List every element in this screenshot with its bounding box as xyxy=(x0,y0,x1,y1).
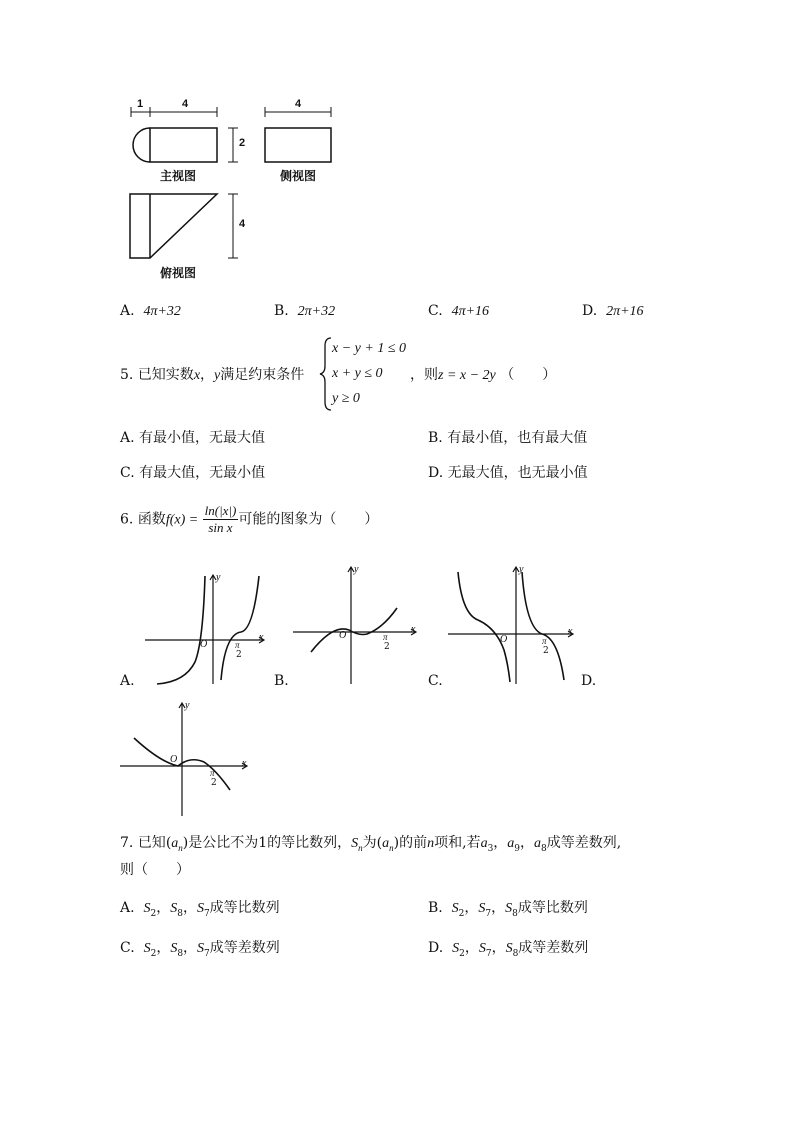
q5-constraint-2: x + y ≤ 0 xyxy=(332,366,383,381)
dim-1: 1 xyxy=(137,98,144,110)
q5-constraint-3: y ≥ 0 xyxy=(332,391,360,406)
q7-stem-line2: 则（ ） xyxy=(120,862,190,878)
q7-option-c[interactable]: C. $S_2$，$S_8$，$S_7$成等差数列 xyxy=(120,940,280,959)
graph-d-label[interactable]: D. xyxy=(581,673,597,689)
graph-b-label[interactable]: B. xyxy=(274,673,289,689)
q5-stem: 5. 已知实数x，y满足约束条件 xyxy=(120,367,305,383)
side-view-label: 侧视图 xyxy=(280,169,317,183)
front-view-label: 主视图 xyxy=(160,169,197,183)
graph-c-label[interactable]: C. xyxy=(428,673,443,689)
q6-fraction: $\frac{\ln(|x|)}{\text{sin x}}$ xyxy=(204,503,237,535)
q5-option-c[interactable]: C. 有最大值，无最小值 xyxy=(120,465,266,481)
graph-d[interactable]: y x O π 2 xyxy=(120,700,248,816)
dim-4-front: 4 xyxy=(182,98,189,110)
dim-4-side: 4 xyxy=(295,98,302,110)
q4-option-c[interactable]: C. 4π+16 xyxy=(428,303,490,319)
q5-constraint-1: x − y + 1 ≤ 0 xyxy=(332,341,407,356)
q4-option-a[interactable]: A. 4π+32 xyxy=(120,303,181,319)
graph-a[interactable]: y x O π 2 xyxy=(145,572,265,684)
q7-option-b[interactable]: B. $S_2$，$S_7$，$S_8$成等比数列 xyxy=(428,900,588,919)
q6-stem: 6. 函数f(x) = $\frac{\ln(|x|)}{\text{sin x}}$ 可能的图象为（ ） xyxy=(120,503,379,535)
q5-option-a[interactable]: A. 有最小值，无最大值 xyxy=(120,430,266,446)
top-view-label: 俯视图 xyxy=(160,266,197,280)
dim-4-top-view: 4 xyxy=(239,218,246,230)
q7-option-a[interactable]: A. $S_2$，$S_8$，$S_7$成等比数列 xyxy=(120,900,280,919)
graph-c[interactable]: y x O π 2 xyxy=(448,564,574,684)
three-view-figure xyxy=(120,100,350,285)
q7-stem-line1: 7. 已知$(a_n)$是公比不为1的等比数列，$S_n$为$(a_n)$的前n项和,若$a_3$，$a_9$，$a_8$成等差数列, xyxy=(120,835,622,854)
graph-b[interactable]: y x O π 2 xyxy=(293,564,417,684)
q7-option-d[interactable]: D. $S_2$，$S_7$，$S_8$成等差数列 xyxy=(428,940,589,959)
q5-option-d[interactable]: D. 无最大值，也无最小值 xyxy=(428,465,588,481)
q4-option-d[interactable]: D. 2π+16 xyxy=(582,303,644,319)
q5-option-b[interactable]: B. 有最小值，也有最大值 xyxy=(428,430,588,446)
dim-2: 2 xyxy=(239,137,246,149)
graph-a-label[interactable]: A. xyxy=(120,673,135,689)
three-view-drawing xyxy=(120,100,350,285)
q5-stem-tail: ，则z = x − 2y （ ） xyxy=(410,367,557,383)
q4-option-b[interactable]: B. 2π+32 xyxy=(274,303,336,319)
